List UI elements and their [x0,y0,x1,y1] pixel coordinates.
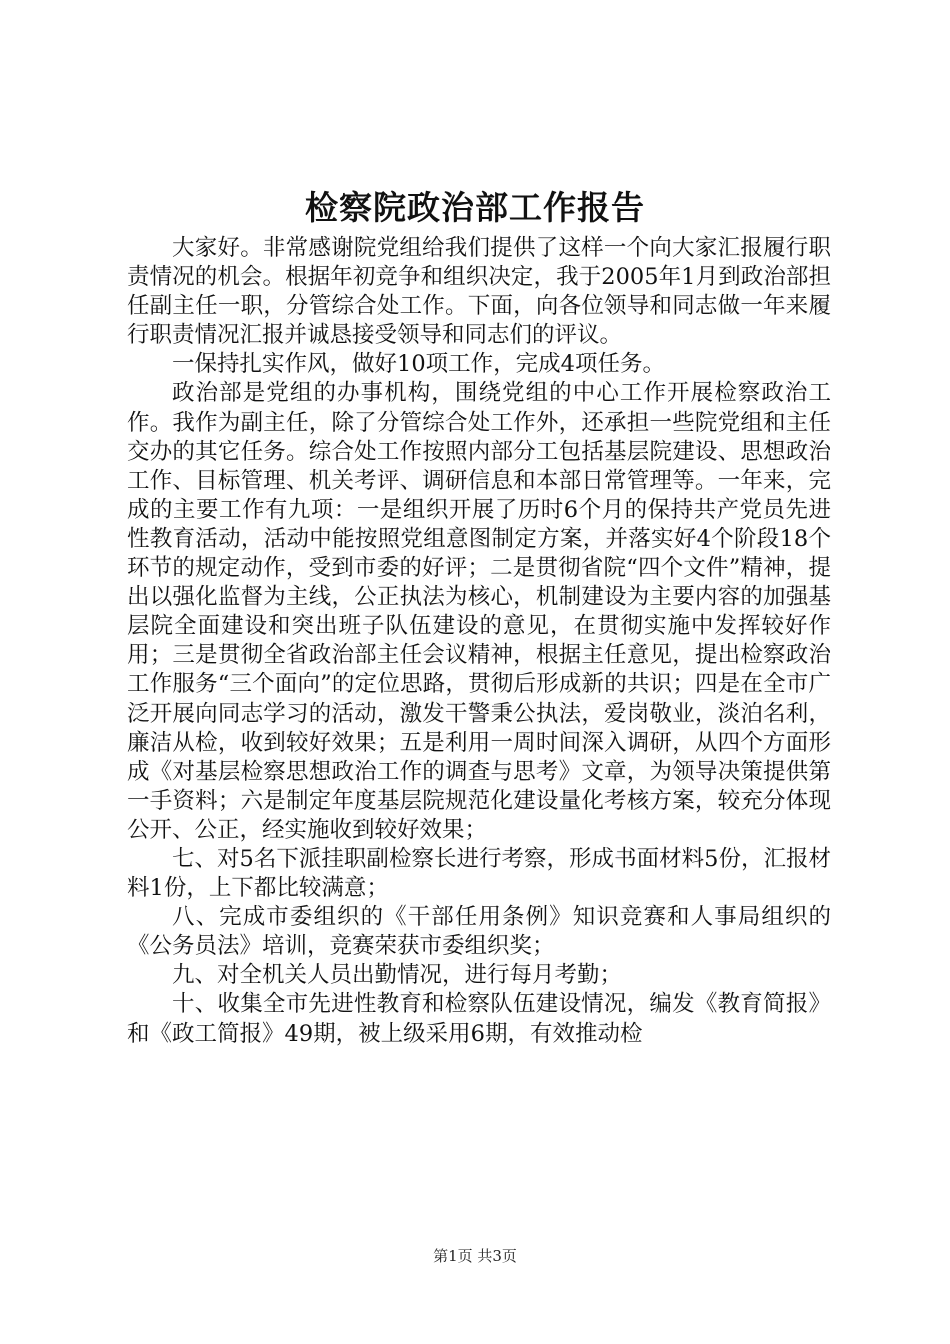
paragraph-summary: 一保持扎实作风，做好10项工作，完成4项任务。 [172,351,665,378]
paragraph-item-nine: 九、对全机关人员出勤情况，进行每月考勤； [172,962,623,989]
paragraph-main-work: 政治部是党组的办事机构，围绕党组的中心工作开展检察政治工作。我作为副主任，除了分管综合处工作外，还承担一些院党组和主任交办的其它任务。综合处工作按照内部分工包括基层院建设、思想政治工作、目标管理、机关考评、调研信息和本部日常管理等。一年来，完成的主要工作有九项：一是组织开展了历时6个月的保持共产党员先进性教育活动，活动中能按照党组意图制定方案，并落实好4个阶段18个环节的规定动作，受到市委的好评；二是贯彻省院“四个文件”精神，提出以强化监督为主线，公正执法为核心，机制建设为主要内容的加强基层院全面建设和突出班子队伍建设的意见，在贯彻实施中发挥较好作用；三是贯彻全省政治部主任会议精神，根据主任意见，提出检察政治工作服务“三个面向”的定位思路，贯彻后形成新的共识；四是在全市广泛开展向同志学习的活动，激发干警秉公执法，爱岗敬业，淡泊名利，廉洁从检，收到较好效果；五是利用一周时间深入调研，从四个方面形成《对基层检察思想政治工作的调查与思考》文章，为领导决策提供第一手资料；六是制定年度基层院规范化建设量化考核方案，较充分体现公开、公正，经实施收到较好效果； [127,380,831,843]
paragraph-intro: 大家好。非常感谢院党组给我们提供了这样一个向大家汇报履行职责情况的机会。根据年初竞争和组织决定，我于2005年1月到政治部担任副主任一职，分管综合处工作。下面，向各位领导和同志做一年来履行职责情况汇报并诚恳接受领导和同志们的评议。 [127,235,831,349]
document-title: 检察院政治部工作报告 [305,188,645,227]
page-number: 第1页 共3页 [433,1247,517,1265]
document-body [127,234,831,1049]
paragraph-item-seven: 七、对5名下派挂职副检察长进行考察，形成书面材料5份，汇报材料1份，上下都比较满意； [127,845,831,902]
page-footer [0,1246,950,1266]
paragraph-item-eight: 八、完成市委组织的《干部任用条例》知识竞赛和人事局组织的《公务员法》培训，竞赛荣获市委组织奖； [127,904,831,960]
paragraph-item-ten: 十、收集全市先进性教育和检察队伍建设情况，编发《教育简报》和《政工简报》49期，被上级采用6期，有效推动检 [127,991,831,1047]
